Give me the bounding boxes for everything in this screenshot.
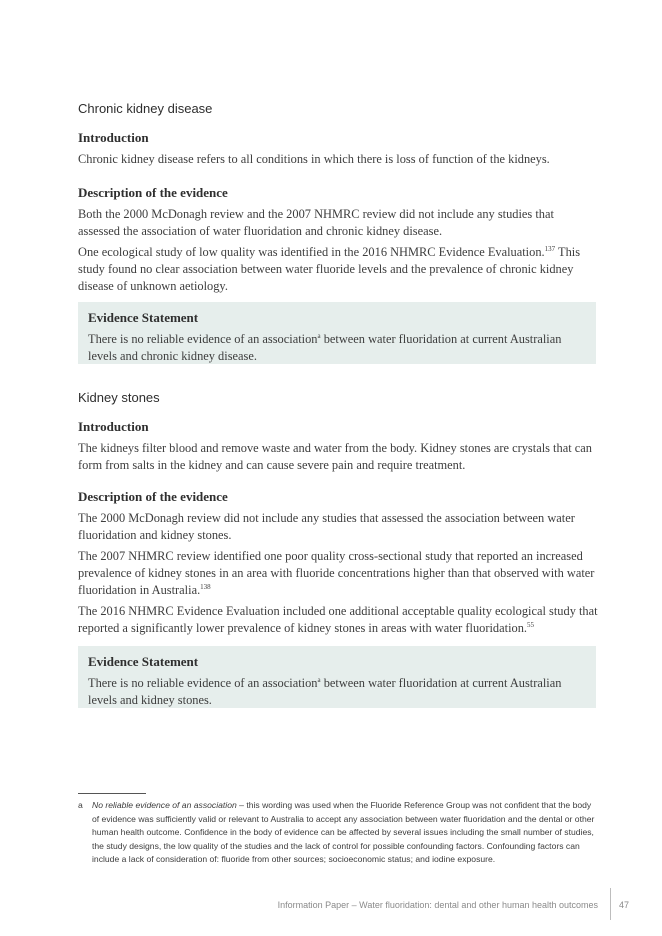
stones-p2-text: The 2007 NHMRC review identified one poor quality cross-sectional study that reported an increased prevalence of kidney stones in an area with fluoride concentrations higher than that observed with water fluoridation in Australia.: [78, 549, 595, 597]
reference-138: 138: [200, 582, 211, 591]
reference-137: 137: [544, 244, 556, 253]
stones-evidence-statement-heading: Evidence Statement: [88, 654, 199, 669]
chronic-evidence-statement-box: [78, 302, 596, 364]
section-title-chronic-kidney-disease: Chronic kidney disease: [78, 101, 213, 116]
chronic-introduction-text: Chronic kidney disease refers to all conditions in which there is loss of function of the kidneys.: [78, 152, 550, 166]
stones-evidence-statement-text: There is no reliable evidence of an association$^a$ between water fluoridation at current Australian levels and kidney stones.: [88, 675, 562, 707]
footnote-body: [92, 799, 598, 867]
footnote-text: – this wording was used when the Fluoride Reference Group was not confident that the body of evidence was sufficiently valid or relevant to Australia to accept any association between water fluoridation and the dental or other human health outcome. Confidence in the body of evidence can be affected by several issues including the small number of studies, the study designs, the low quality of the studies and the lack of control for possible confounding factors. Confounding factors can include a lack of consideration of: fluoride from other sources; socioeconomic status; and iodine exposure.: [92, 800, 595, 864]
stones-evidence-paragraph-2: [78, 548, 598, 599]
chronic-evidence-paragraph-1: Both the 2000 McDonagh review and the 2007 NHMRC review did not include any studies that assessed the association of water fluoridation and chronic kidney disease.: [78, 207, 554, 238]
section-title-kidney-stones: Kidney stones: [78, 390, 160, 405]
footnote-divider: [78, 793, 146, 794]
stones-introduction-text: The kidneys filter blood and remove waste and water from the body. Kidney stones are crystals that can form from salts in the kidney and can cause severe pain and require treatment.: [78, 441, 592, 472]
chronic-p2-rest: This study found no clear association between water fluoride levels and the prevalence of chronic kidney disease of unknown aetiology.: [78, 245, 581, 293]
reference-55: 55: [527, 620, 535, 629]
stones-evidence-statement-box: [78, 646, 596, 708]
stones-p3-text: The 2016 NHMRC Evidence Evaluation included one additional acceptable quality ecological study that reported a significantly lower prevalence of kidney stones in areas with water fluoridation.: [78, 604, 598, 635]
chronic-p2-text: One ecological study of low quality was identified in the 2016 NHMRC Evidence Evaluation.: [78, 245, 545, 259]
stones-evidence-paragraph-1: The 2000 McDonagh review did not include any studies that assessed the association between water fluoridation and kidney stones.: [78, 511, 575, 542]
footnote-marker: a: [317, 675, 321, 684]
running-footer: Information Paper – Water fluoridation: dental and other human health outcomes: [277, 900, 598, 910]
stones-evidence-paragraph-3: [78, 603, 598, 637]
stones-evidence-heading: Description of the evidence: [78, 489, 228, 504]
chronic-evidence-paragraph-2: [78, 244, 598, 295]
footer-divider: [610, 888, 611, 920]
chronic-introduction-heading: Introduction: [78, 130, 149, 145]
footnote-lead: No reliable evidence of an association: [92, 800, 237, 810]
footnote: [78, 799, 598, 867]
chronic-evidence-heading: Description of the evidence: [78, 185, 228, 200]
chronic-evidence-statement-text: There is no reliable evidence of an association$^a$ between water fluoridation at current Australian levels and chronic kidney disease.: [88, 331, 562, 363]
footnote-marker: a: [317, 331, 321, 340]
stones-introduction-heading: Introduction: [78, 419, 149, 434]
page-number: 47: [619, 900, 630, 910]
chronic-evidence-statement-heading: Evidence Statement: [88, 310, 199, 325]
footnote-label: a: [78, 800, 83, 810]
